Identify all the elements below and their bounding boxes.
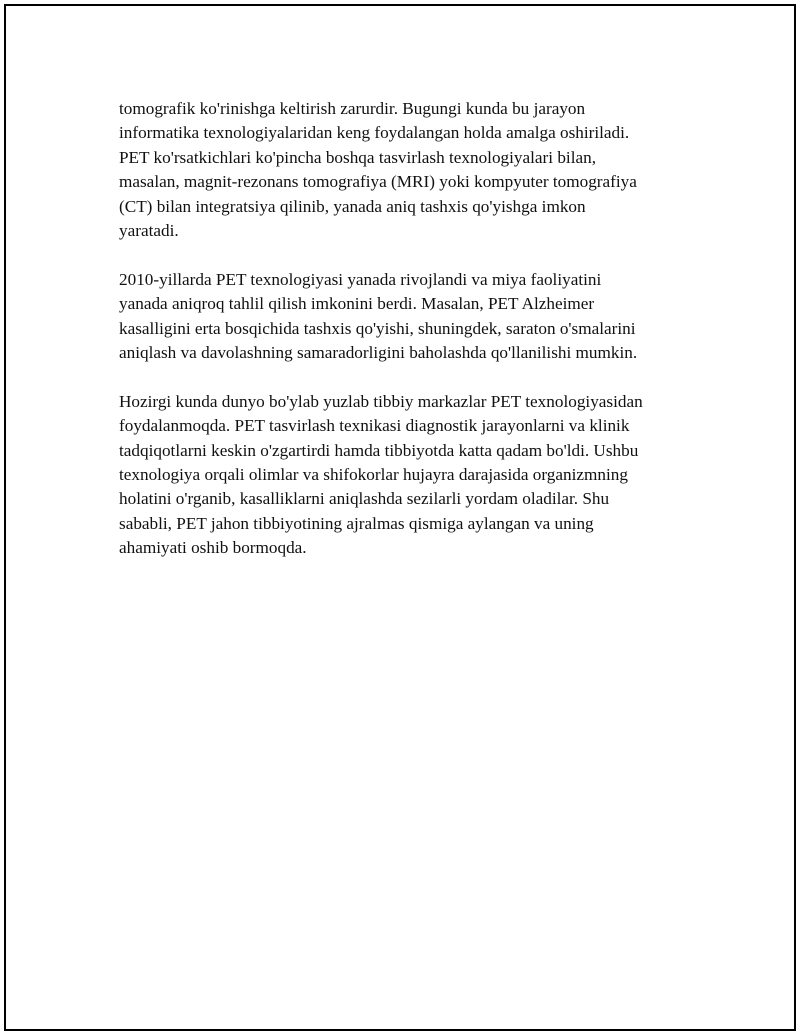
paragraph-3: Hozirgi kunda dunyo bo'ylab yuzlab tibbiy markazlar PET texnologiyasidan foydalanmoqda. PET tasvirlash texnikasi diagnostik jarayonlarni va klinik tadqiqotlarni keskin o'zgartirdi hamda tibbiyotda katta qadam bo'ldi. Ushbu texnologiya orqali olimlar va shifokorlar hujayra darajasida organizmning holatini o'rganib, kasalliklarni aniqlashda sezilarli yordam oladilar. Shu sababli, PET jahon tibbiyotining ajralmas qismiga aylangan va uning ahamiyati oshib bormoqda. xyxy=(119,391,643,558)
page-frame xyxy=(4,4,796,1031)
paragraph-1: tomografik ko'rinishga keltirish zarurdir. Bugungi kunda bu jarayon informatika texnologiyalaridan keng foydalangan holda amalga oshiriladi. PET ko'rsatkichlari ko'pincha boshqa tasvirlash texnologiyalari bilan, masalan, magnit-rezonans tomografiya (MRI) yoki kompyuter tomografiya (CT) bilan integratsiya qilinib, yanada aniq tashxis qo'yishga imkon yaratadi. xyxy=(119,99,637,241)
paragraph-2: 2010-yillarda PET texnologiyasi yanada rivojlandi va miya faoliyatini yanada aniqroq tahlil qilish imkonini berdi. Masalan, PET Alzheimer kasalligini erta bosqichida tashxis qo'yishi, shuningdek, saraton o'smalarini aniqlash va davolashning samaradorligini baholashda qo'llanilishi mumkin. xyxy=(119,269,638,363)
document-body xyxy=(119,97,709,585)
